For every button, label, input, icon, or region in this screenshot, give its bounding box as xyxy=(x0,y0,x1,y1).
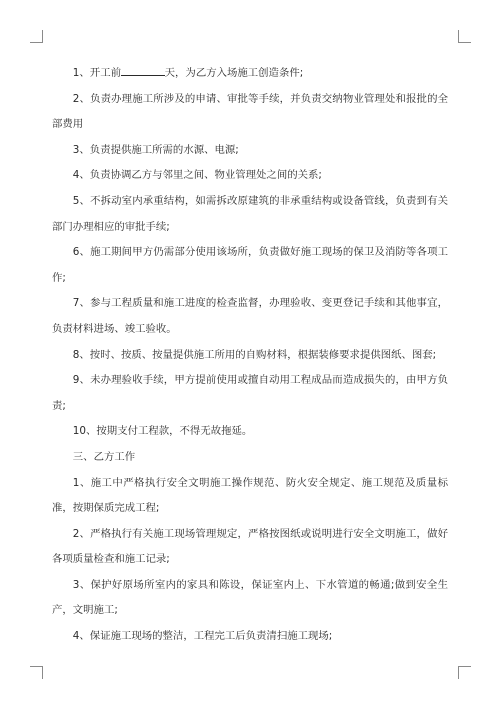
paragraph-15: 4、保证施工现场的整洁，工程完工后负责清扫施工现场; xyxy=(72,630,333,643)
paragraph-12: 1、施工中严格执行安全文明施工操作规范、防火安全规定、施工规范及质量标准，按期保质完成工程; xyxy=(52,476,448,515)
paragraph-6: 6、施工期间甲方仍需部分使用该场所，负责做好施工现场的保卫及消防等各项工作; xyxy=(52,246,448,284)
paragraph-2: 2、负责办理施工所涉及的申请、审批等手续，并负责交纳物业管理处和报批的全部费用 xyxy=(52,92,448,131)
paragraph-1 xyxy=(52,61,448,87)
paragraph-4: 4、负责协调乙方与邻里之间、物业管理处之间的关系; xyxy=(72,169,322,182)
section-heading: 三、乙方工作 xyxy=(72,450,136,463)
paragraph-9: 9、未办理验收手续，甲方提前使用或擅自动用工程成品而造成损失的，由甲方负责; xyxy=(52,374,448,412)
paragraph-5: 5、不拆动室内承重结构，如需拆改原建筑的非承重结构或设备管线，负责到有关部门办理相应的审批手续; xyxy=(52,194,448,233)
paragraph-3: 3、负责提供施工所需的水源、电源; xyxy=(72,143,239,156)
paragraph-1-before: 1、开工前 xyxy=(72,67,121,79)
document-body xyxy=(52,61,448,650)
crop-mark-top-right xyxy=(458,30,471,43)
paragraph-10: 10、按期支付工程款，不得无故拖延。 xyxy=(72,425,253,438)
fill-in-blank xyxy=(121,64,165,76)
crop-mark-bottom-left xyxy=(30,666,43,679)
crop-mark-top-left xyxy=(30,30,43,43)
paragraph-1-after: 天，为乙方入场施工创造条件; xyxy=(164,67,304,79)
paragraph-8: 8、按时、按质、按量提供施工所用的自购材料，根据装修要求提供图纸、图套; xyxy=(72,348,437,361)
paragraph-14: 3、保护好原场所室内的家具和陈设，保证室内上、下水管道的畅通;做到安全生产，文明施工; xyxy=(52,578,448,617)
paragraph-13: 2、严格执行有关施工现场管理规定，严格按图纸或说明进行安全文明施工，做好各项质量检查和施工记录; xyxy=(52,527,448,566)
crop-mark-bottom-right xyxy=(458,666,471,679)
paragraph-7: 7、参与工程质量和施工进度的检查监督，办理验收、变更登记手续和其他事宜，负责材料进场、竣工验收。 xyxy=(52,297,448,335)
